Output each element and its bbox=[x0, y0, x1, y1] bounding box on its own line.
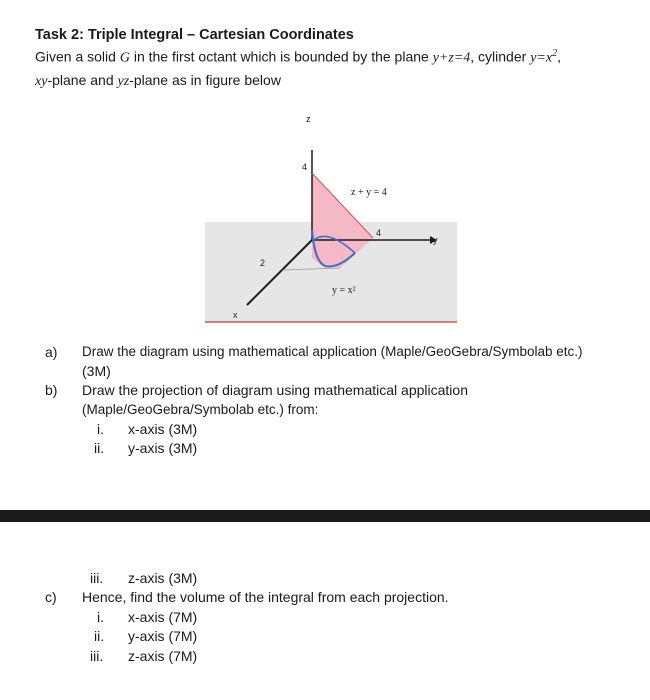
plane-label: z + y = 4 bbox=[351, 187, 387, 198]
plane-equation: y+z=4 bbox=[432, 50, 471, 66]
intro-text: -plane and bbox=[47, 72, 118, 88]
question-a-marks: (3M) bbox=[82, 363, 111, 379]
intro-text: -plane as in figure below bbox=[129, 72, 281, 88]
question-a-marker: a) bbox=[45, 344, 58, 360]
intro-text: , bbox=[557, 48, 561, 65]
intro-line-2 bbox=[35, 72, 281, 90]
z-tick-4: 4 bbox=[302, 162, 308, 172]
intro-text: , cylinder bbox=[470, 48, 531, 65]
b-item-num: iii. bbox=[90, 570, 104, 586]
b-item-text: x-axis (3M) bbox=[128, 421, 198, 437]
question-b-text-2: (Maple/GeoGebra/Symbolab etc.) from: bbox=[82, 402, 319, 417]
cylinder-label: y = x² bbox=[332, 285, 356, 296]
task-title: Task 2: Triple Integral – Cartesian Coordinates bbox=[35, 27, 354, 43]
question-b-text-1: Draw the projection of diagram using mathematical application bbox=[82, 382, 468, 398]
intro-line-1 bbox=[35, 48, 561, 67]
c-item-text: y-axis (7M) bbox=[128, 628, 198, 644]
y-axis-label: y bbox=[433, 235, 438, 245]
z-axis-label: z bbox=[306, 114, 311, 124]
yz-symbol: yz bbox=[117, 74, 130, 89]
intro-text: Given a solid bbox=[35, 48, 120, 65]
c-item-num: iii. bbox=[90, 648, 104, 664]
solid-symbol: G bbox=[119, 50, 130, 66]
intro-text: in the first octant which is bounded by the plane bbox=[129, 48, 433, 65]
c-item-text: x-axis (7M) bbox=[128, 609, 198, 625]
question-a-text: Draw the diagram using mathematical application (Maple/GeoGebra/Symbolab etc.) bbox=[82, 344, 583, 359]
b-item-num: i. bbox=[97, 421, 104, 437]
xy-symbol: xy bbox=[35, 74, 48, 89]
question-c-marker: c) bbox=[45, 589, 57, 605]
cylinder-exponent: 2 bbox=[552, 48, 558, 59]
x-tick-2: 2 bbox=[260, 258, 266, 268]
x-axis-label: x bbox=[233, 310, 238, 320]
question-b-marker: b) bbox=[45, 382, 58, 398]
figure-svg bbox=[205, 110, 457, 325]
question-c-text: Hence, find the volume of the integral from each projection. bbox=[82, 589, 449, 605]
c-item-num: ii. bbox=[94, 628, 105, 644]
b-item-num: ii. bbox=[94, 440, 105, 456]
c-item-text: z-axis (7M) bbox=[128, 648, 198, 664]
c-item-num: i. bbox=[97, 609, 104, 625]
b-item-text: z-axis (3M) bbox=[128, 570, 198, 586]
y-tick-4: 4 bbox=[376, 228, 382, 238]
page-break-divider bbox=[0, 510, 650, 522]
solid-figure bbox=[205, 110, 457, 325]
cylinder-equation: y=x bbox=[530, 50, 553, 66]
b-item-text: y-axis (3M) bbox=[128, 440, 198, 456]
